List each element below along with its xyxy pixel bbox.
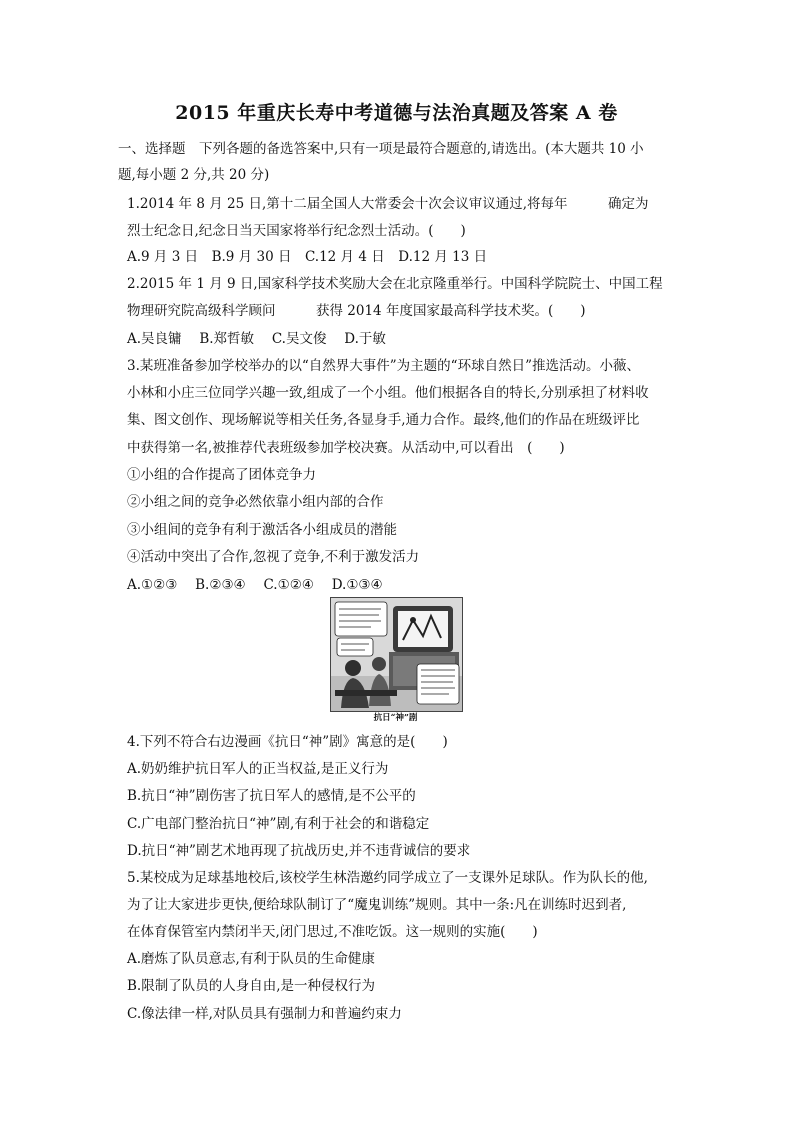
question-4-option-d: D.抗日“神”剧艺术地再现了抗战历史,并不违背诚信的要求	[127, 843, 471, 859]
question-3-statement-2: ②小组之间的竞争必然依靠小组内部的合作	[127, 494, 384, 510]
question-3-statement-4: ④活动中突出了合作,忽视了竞争,不利于激发活力	[127, 549, 420, 565]
question-3-stem-line-3: 集、图文创作、现场解说等相关任务,各显身手,通力合作。最终,他们的作品在班级评比	[127, 412, 640, 428]
question-4-option-a: A.奶奶维护抗日军人的正当权益,是正义行为	[127, 761, 389, 777]
question-2-stem-line-2: 物理研究院高级科学顾问 获得 2014 年度国家最高科学技术奖。( )	[127, 303, 586, 319]
section-instructions-line-1: 一、选择题 下列各题的备选答案中,只有一项是最符合题意的,请选出。(本大题共 10 小	[118, 141, 644, 157]
question-1-stem-line-2: 烈士纪念日,纪念日当天国家将举行纪念烈士活动。( )	[127, 223, 466, 239]
question-1-stem-line-1: 1.2014 年 8 月 25 日,第十二届全国人大常委会十次会议审议通过,将每年 确定为	[127, 196, 649, 212]
comic-drawing	[331, 598, 462, 711]
question-5-option-a: A.磨炼了队员意志,有利于队员的生命健康	[127, 951, 375, 967]
question-4-option-b: B.抗日“神”剧伤害了抗日军人的感情,是不公平的	[127, 788, 416, 804]
question-5-stem-line-2: 为了让大家进步更快,便给球队制订了“魔鬼训练”规则。其中一条:凡在训练时迟到者,	[127, 897, 627, 913]
question-3-statement-1: ①小组的合作提高了团体竞争力	[127, 467, 316, 483]
question-3-stem-line-2: 小林和小庄三位同学兴趣一致,组成了一个小组。他们根据各自的特长,分别承担了材料收	[127, 385, 649, 401]
question-1-options: A.9 月 3 日 B.9 月 30 日 C.12 月 4 日 D.12 月 13 日	[127, 249, 488, 265]
question-4-stem: 4.下列不符合右边漫画《抗日“神”剧》寓意的是( )	[127, 734, 448, 750]
section-instructions-line-2: 题,每小题 2 分,共 20 分)	[118, 167, 270, 183]
question-5-option-b: B.限制了队员的人身自由,是一种侵权行为	[127, 978, 376, 994]
question-4-option-c: C.广电部门整治抗日“神”剧,有利于社会的和谐稳定	[127, 816, 430, 832]
question-5-stem-line-3: 在体育保管室内禁闭半天,闭门思过,不准吃饭。这一规则的实施( )	[127, 924, 538, 940]
comic-illustration	[330, 597, 463, 712]
page-title: 2015 年重庆长寿中考道德与法治真题及答案 A 卷	[175, 102, 618, 124]
question-2-options: A.吴良镛 B.郑哲敏 C.吴文俊 D.于敏	[127, 331, 386, 347]
question-3-statement-3: ③小组间的竞争有利于激活各小组成员的潜能	[127, 522, 397, 538]
question-3-stem-line-4: 中获得第一名,被推荐代表班级参加学校决赛。从活动中,可以看出 ( )	[127, 440, 565, 456]
question-5-stem-line-1: 5.某校成为足球基地校后,该校学生林浩邀约同学成立了一支课外足球队。作为队长的他,	[127, 870, 648, 886]
question-2-stem-line-1: 2.2015 年 1 月 9 日,国家科学技术奖励大会在北京隆重举行。中国科学院院士、中国工程	[127, 276, 663, 292]
question-5-option-c: C.像法律一样,对队员具有强制力和普遍约束力	[127, 1006, 402, 1022]
question-3-options: A.①②③ B.②③④ C.①②④ D.①③④	[127, 577, 383, 593]
question-3-stem-line-1: 3.某班准备参加学校举办的以“自然界大事件”为主题的“环球自然日”推选活动。小薇、	[127, 358, 640, 374]
comic-caption: 抗日“神”剧	[373, 713, 418, 723]
